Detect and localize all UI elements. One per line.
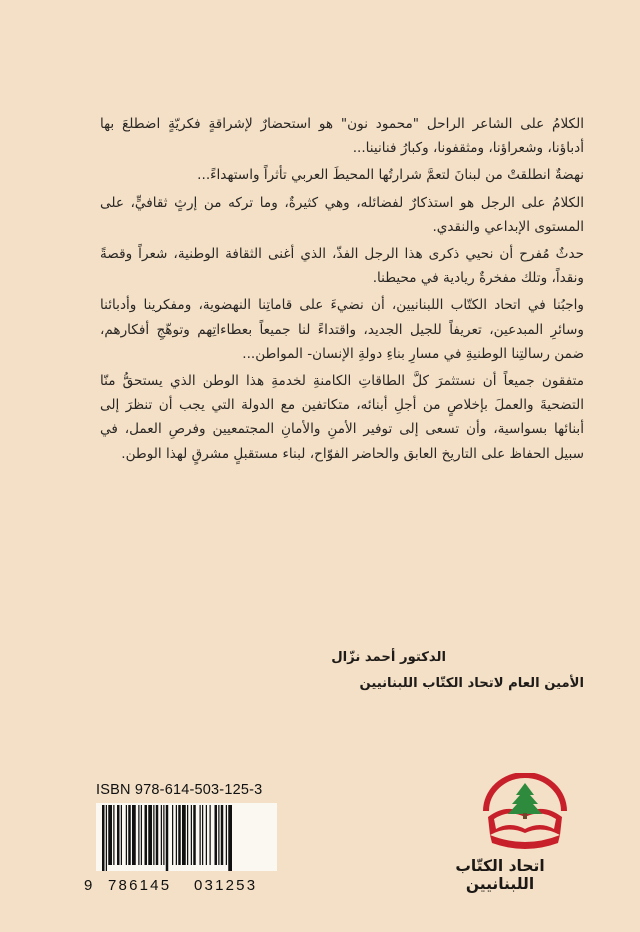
barcode-bar <box>200 805 201 865</box>
signature-name: الدكتور أحمد نزّال <box>331 650 446 665</box>
barcode-bar <box>138 805 139 865</box>
barcode-bar <box>132 805 136 865</box>
barcode-digit-lead: 9 <box>84 877 93 894</box>
barcode-bar <box>126 805 127 865</box>
barcode-digits-right: 031253 <box>194 877 258 894</box>
barcode-bar <box>148 805 152 865</box>
barcode-bar <box>218 805 219 865</box>
union-logo <box>470 773 580 853</box>
org-name: اتحاد الكتّاب اللبنانيين <box>455 857 545 893</box>
barcode-bar <box>226 805 227 865</box>
barcode-bar <box>178 805 181 865</box>
paragraph: الكلامُ على الشاعر الراحل "محمود نون" هو استحضارٌ لإشراقةٍ فكريّةٍ اضطلعَ بها أدباؤنا، وشعراؤنا، ومثقفونا، وكبارُ فنانينا... <box>100 116 584 157</box>
barcode-bar <box>176 805 177 865</box>
barcode-bar <box>182 805 186 865</box>
barcode-bar <box>215 805 218 865</box>
barcode-bar <box>206 805 207 865</box>
paragraph: واجبُنا في اتحاد الكتّاب اللبنانيين، أن نضيءَ على قاماتِنا النهضوية، ومفكرينا وأدبائنا وسائرِ المبدعين، تعريفاً للجيل الجديد، واقتداءً لنا جميعاً بعطاءاتِهم وتوهّجِ أفكارهم، ضمن رسالتِنا الوطنيةِ في مسارِ بناءِ دولةِ الإنسان- المواطن... <box>100 297 584 362</box>
barcode-bar <box>187 805 188 865</box>
barcode-digits <box>84 877 277 894</box>
barcode-bar <box>191 805 192 865</box>
barcode-bar <box>108 805 112 865</box>
barcode-bar <box>121 805 122 865</box>
barcode-bar <box>141 805 142 865</box>
barcode-bar <box>163 805 164 865</box>
barcode-bar <box>156 805 159 865</box>
barcode-bar <box>161 805 162 865</box>
isbn-label: ISBN 978-614-503-125-3 <box>96 782 263 798</box>
paragraph: نهضةٌ انطلقتْ من لبنانَ لتعمَّ شرارتُها المحيطَ العربي تأثراً واستهداءً... <box>197 167 584 184</box>
barcode-bar <box>153 805 154 865</box>
signature <box>224 645 584 697</box>
barcode-bar <box>102 805 105 871</box>
cedar-book-emblem-icon <box>470 773 580 853</box>
barcode-digits-left: 786145 <box>108 877 172 894</box>
barcode-bar <box>172 805 173 865</box>
signature-title: الأمين العام لاتحاد الكتّاب اللبنانيين <box>359 676 584 691</box>
barcode-bar <box>228 805 232 871</box>
paragraph: متفقون جميعاً أن نستثمرَ كلَّ الطاقاتِ الكامنةِ لخدمةِ هذا الوطن الذي يستحقُّ منّا التضحيةَ والعملَ بإخلاصٍ من أجلِ أبنائه، متكاتفين مع الدولة التي يجب أن تنظرَ إلى أبنائها بسواسية، وأن تسعى إلى توفير الأمنِ والأمانِ المجتمعيين وفرصِ العمل، في سبيل الحفاظ على التاريخ العابق والحاضر الفوّاح، لبناء مستقبلٍ مشرقٍ لهذا الوطن. <box>100 373 584 462</box>
barcode-bar <box>106 805 107 871</box>
paragraph: حدثٌ مُفرح أن نحيي ذكرى هذا الرجل الفذّ، الذي أغنى الثقافة الوطنية، شعراً وقصةً ونقداً، وتلك مفخرةٌ ريادية في محيطنا. <box>100 246 584 287</box>
barcode-bar <box>113 805 114 865</box>
barcode-bars <box>96 803 277 871</box>
barcode-bar <box>128 805 131 865</box>
barcode-bar <box>202 805 203 865</box>
barcode <box>84 803 277 894</box>
body-text <box>100 112 584 469</box>
barcode-bar <box>221 805 224 865</box>
barcode-bar <box>145 805 148 865</box>
barcode-bar <box>117 805 120 865</box>
barcode-bar <box>166 805 169 871</box>
barcode-bar <box>210 805 211 865</box>
paragraph: الكلامُ على الرجل هو استذكارٌ لفضائله، وهي كثيرةٌ، وما تركه من إرثٍ ثقافيٍّ، على المستوى الإبداعي والنقدي. <box>100 194 584 235</box>
barcode-bar <box>193 805 196 865</box>
